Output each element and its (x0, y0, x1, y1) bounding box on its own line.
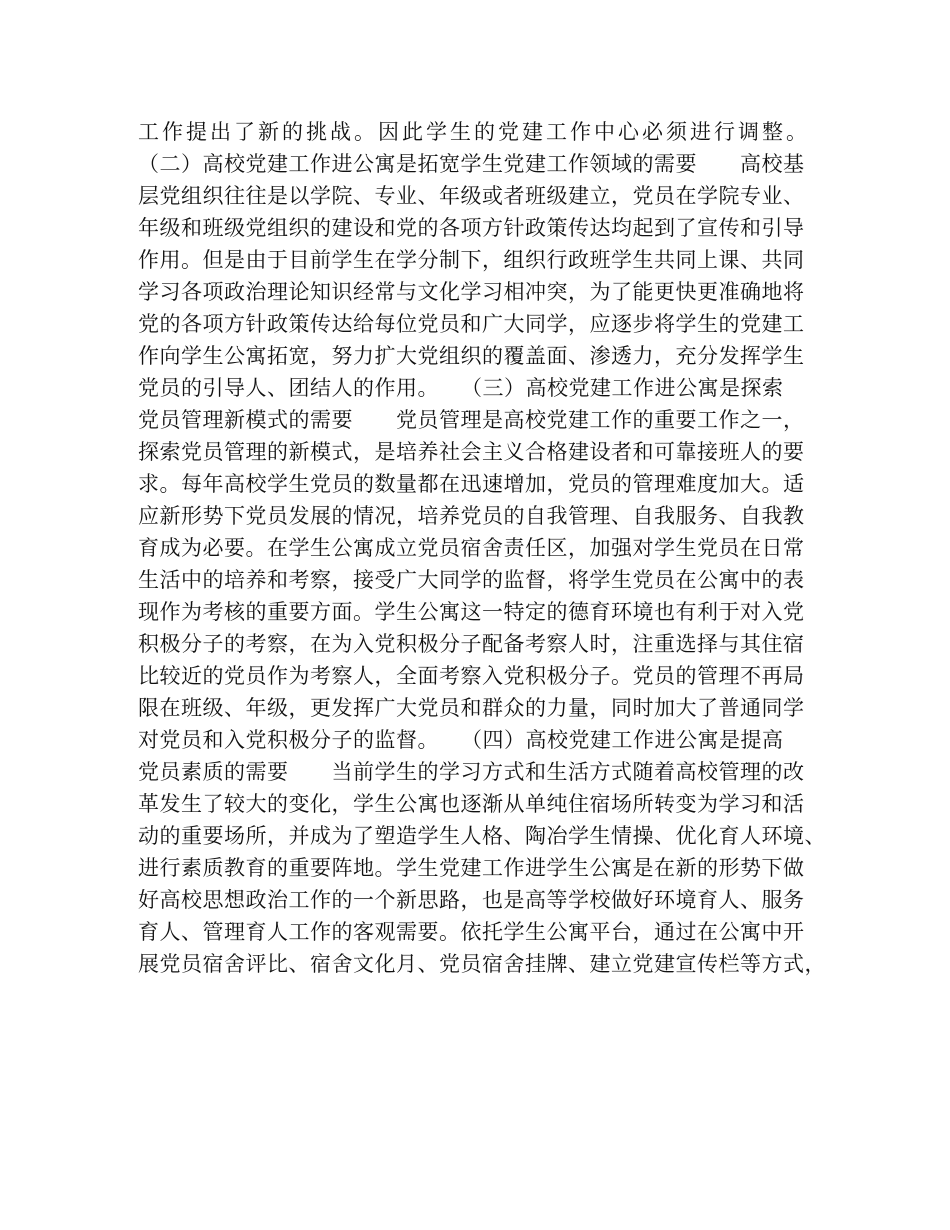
text-line: 动的重要场所，并成为了塑造学生人格、陶冶学生情操、优化育人环境、 (138, 824, 826, 848)
text-line: 限在班级、年级，更发挥广大党员和群众的力量，同时加大了普通同学 (138, 696, 805, 720)
text-line: 比较近的党员作为考察人，全面考察入党积极分子。党员的管理不再局 (138, 664, 805, 688)
text-line: 工作提出了新的挑战。因此学生的党建工作中心必须进行调整。 (138, 120, 810, 144)
text-line: 应新形势下党员发展的情况，培养党员的自我管理、自我服务、自我教 (138, 504, 805, 528)
text-line: （二）高校党建工作进公寓是拓宽学生党建工作领域的需要 高校基 (138, 152, 805, 176)
text-line: 作用。但是由于目前学生在学分制下，组织行政班学生共同上课、共同 (138, 248, 805, 272)
text-line: 作向学生公寓拓宽，努力扩大党组织的覆盖面、渗透力，充分发挥学生 (138, 344, 805, 368)
text-line: 党员素质的需要 当前学生的学习方式和生活方式随着高校管理的改 (138, 760, 805, 784)
text-line: 现作为考核的重要方面。学生公寓这一特定的德育环境也有利于对入党 (138, 600, 805, 624)
text-line: 积极分子的考察，在为入党积极分子配备考察人时，注重选择与其住宿 (138, 632, 805, 656)
text-line: 年级和班级党组织的建设和党的各项方针政策传达均起到了宣传和引导 (138, 216, 805, 240)
text-line: 党员的引导人、团结人的作用。 （三）高校党建工作进公寓是探索 (138, 376, 784, 400)
text-line: 层党组织往往是以学院、专业、年级或者班级建立，党员在学院专业、 (138, 184, 805, 208)
text-line: 对党员和入党积极分子的监督。 （四）高校党建工作进公寓是提高 (138, 728, 784, 752)
text-line: 党员管理新模式的需要 党员管理是高校党建工作的重要工作之一， (138, 408, 805, 432)
text-line: 学习各项政治理论知识经常与文化学习相冲突，为了能更快更准确地将 (138, 280, 805, 304)
text-line: 好高校思想政治工作的一个新思路，也是高等学校做好环境育人、服务 (138, 888, 805, 912)
text-line: 探索党员管理的新模式，是培养社会主义合格建设者和可靠接班人的要 (138, 440, 805, 464)
text-line: 生活中的培养和考察，接受广大同学的监督，将学生党员在公寓中的表 (138, 568, 805, 592)
text-line: 展党员宿舍评比、宿舍文化月、党员宿舍挂牌、建立党建宣传栏等方式， (138, 952, 826, 976)
text-line: 求。每年高校学生党员的数量都在迅速增加，党员的管理难度加大。适 (138, 472, 805, 496)
text-line: 育人、管理育人工作的客观需要。依托学生公寓平台，通过在公寓中开 (138, 920, 805, 944)
text-line: 革发生了较大的变化，学生公寓也逐渐从单纯住宿场所转变为学习和活 (138, 792, 805, 816)
body-text (138, 116, 838, 980)
text-line: 党的各项方针政策传达给每位党员和广大同学，应逐步将学生的党建工 (138, 312, 805, 336)
text-line: 进行素质教育的重要阵地。学生党建工作进学生公寓是在新的形势下做 (138, 856, 805, 880)
text-line: 育成为必要。在学生公寓成立党员宿舍责任区，加强对学生党员在日常 (138, 536, 805, 560)
